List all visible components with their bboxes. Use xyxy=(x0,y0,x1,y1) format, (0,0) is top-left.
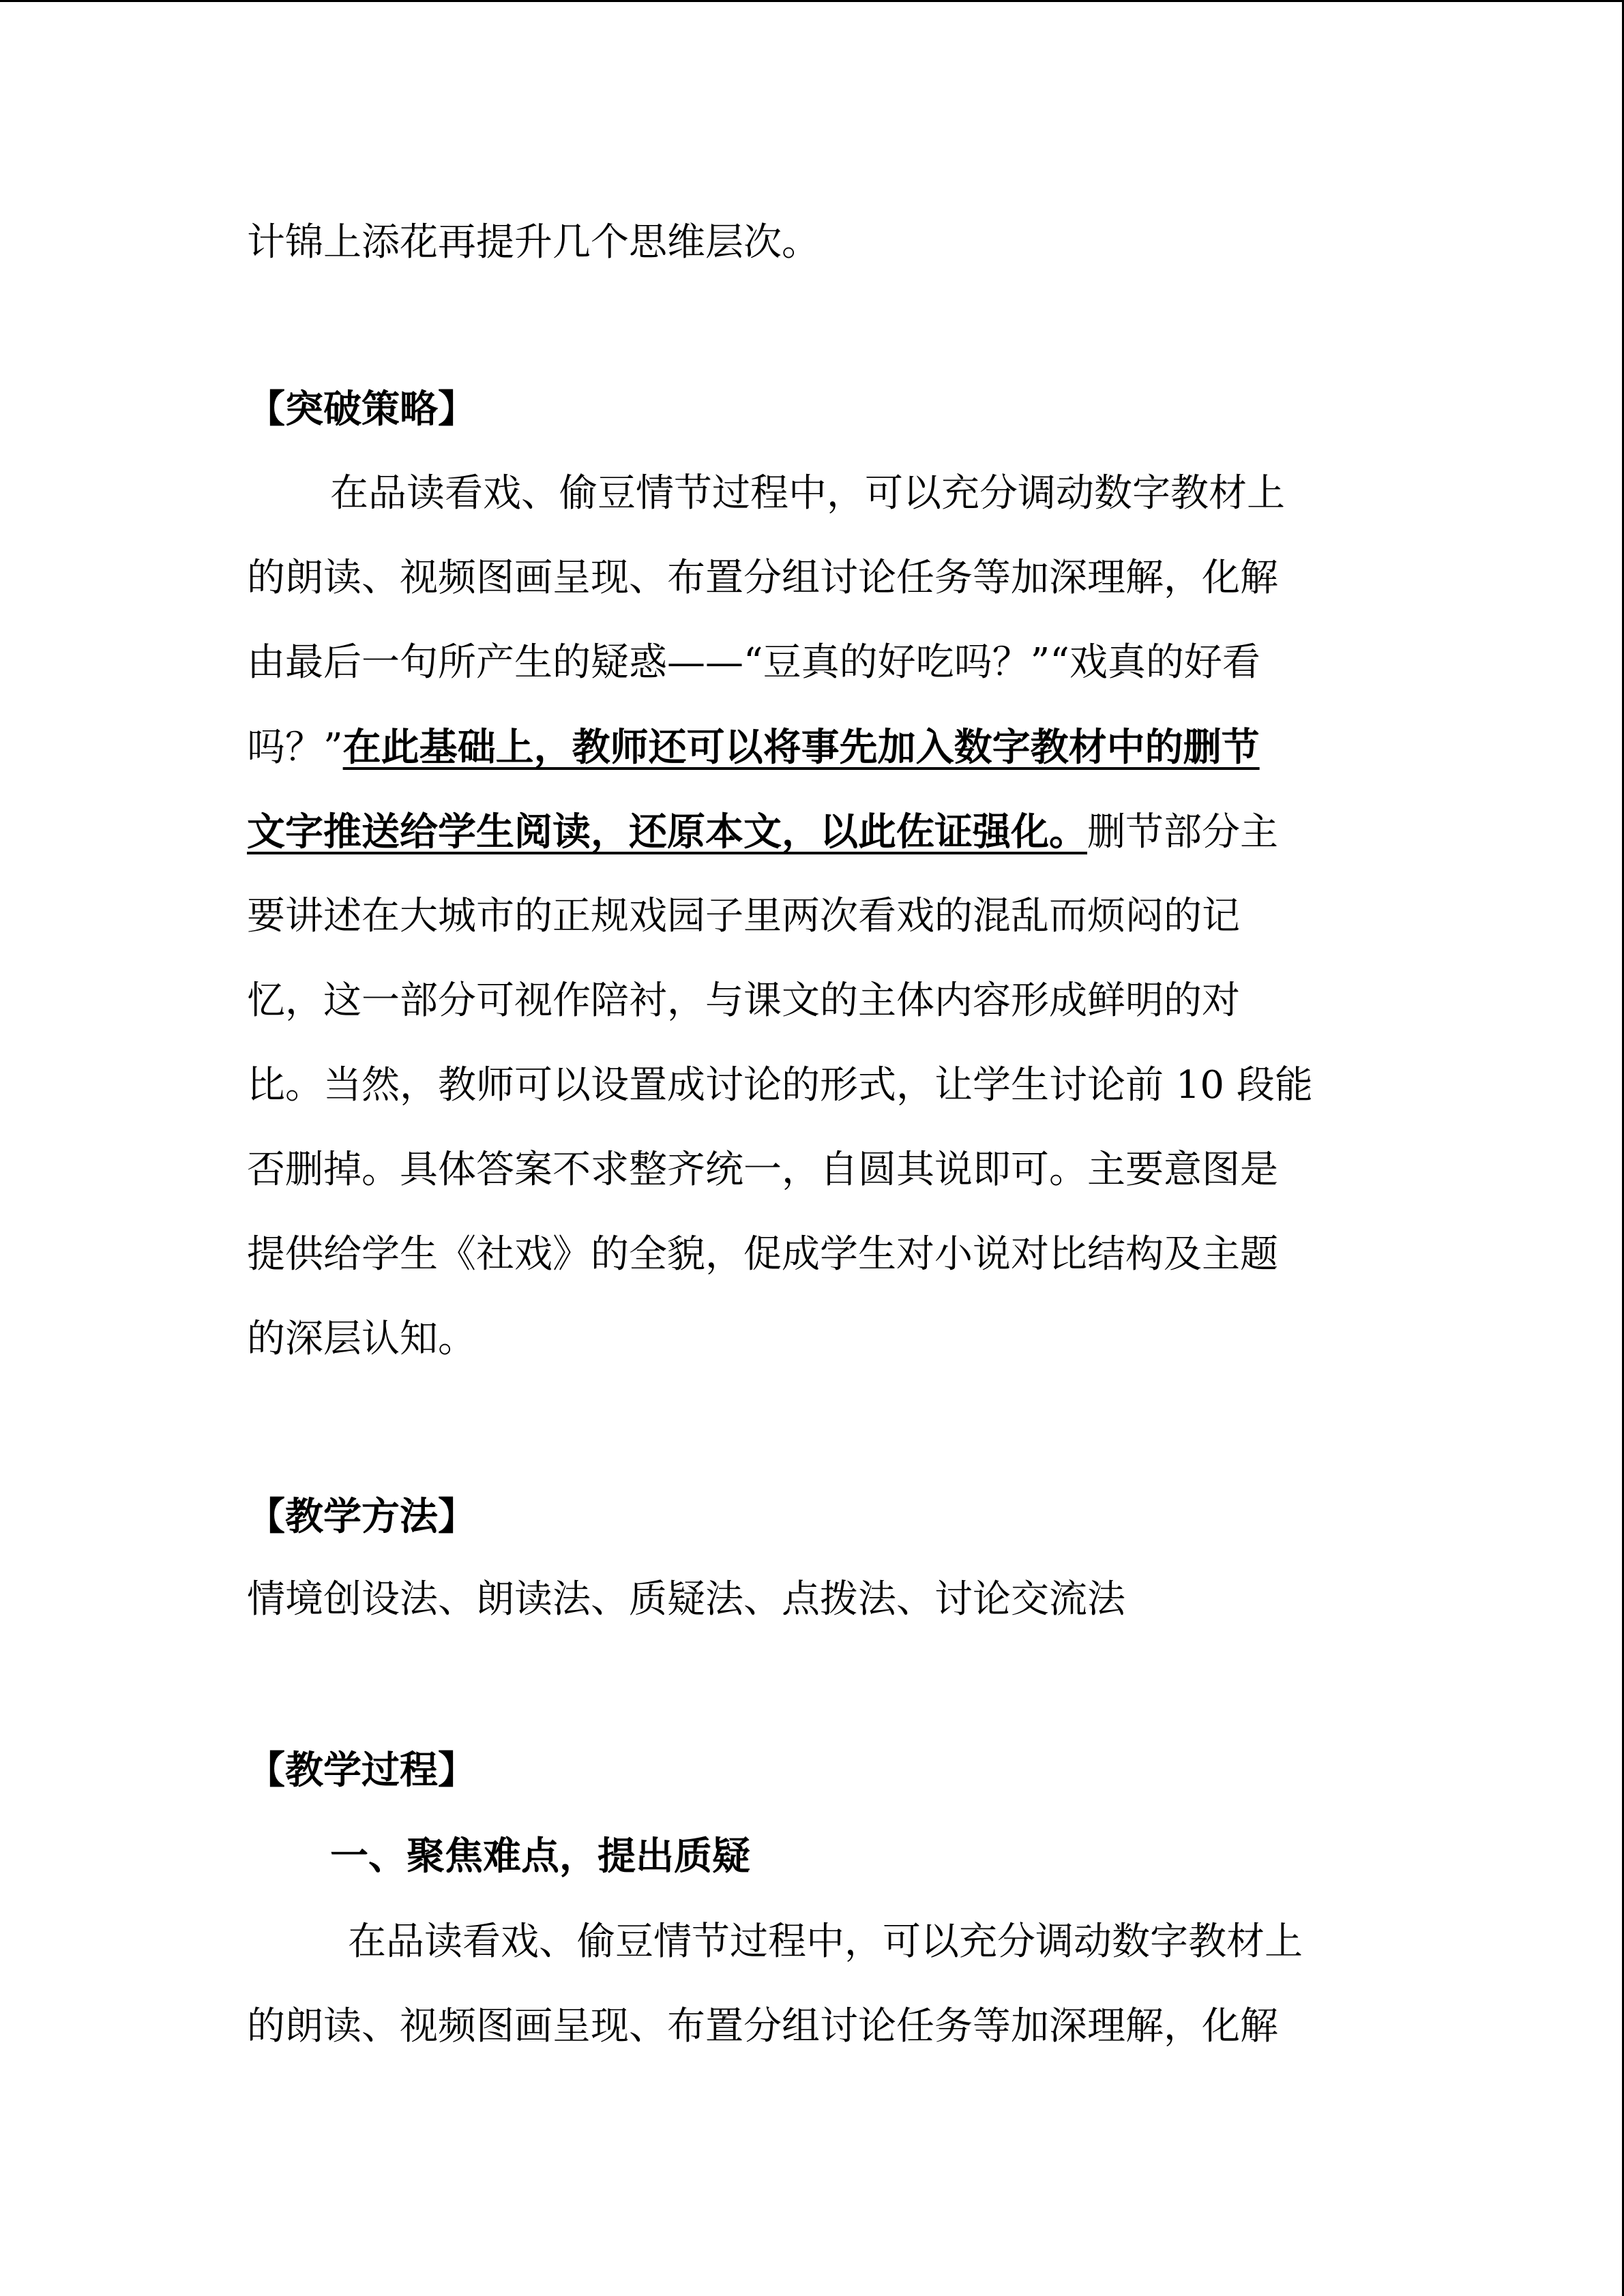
strategy-line-8: 比。当然，教师可以设置成讨论的形式，让学生讨论前 10 段能 xyxy=(247,1063,1313,1107)
strategy-line-9: 否删掉。具体答案不求整齐统一，自圆其说即可。主要意图是 xyxy=(247,1148,1278,1192)
strategy-line-4-plain: 吗？” xyxy=(247,726,343,770)
intro-line: 计锦上添花再提升几个思维层次。 xyxy=(247,220,820,265)
section-heading-strategy: 【突破策略】 xyxy=(247,387,476,432)
process-subheading: 一、聚焦难点，提出质疑 xyxy=(330,1834,750,1879)
strategy-emphasis-part-2: 文字推送给学生阅读，还原本文，以此佐证强化。 xyxy=(247,809,1087,854)
strategy-line-4 xyxy=(247,720,1260,775)
strategy-line-10: 提供给学生《社戏》的全貌，促成学生对小说对比结构及主题 xyxy=(247,1232,1278,1277)
strategy-line-11: 的深层认知。 xyxy=(247,1317,476,1361)
strategy-line-1: 在品读看戏、偷豆情节过程中，可以充分调动数字教材上 xyxy=(330,471,1285,516)
strategy-emphasis-part-1: 在此基础上，教师还可以将事先加入数字教材中的删节 xyxy=(342,725,1260,770)
strategy-line-2: 的朗读、视频图画呈现、布置分组讨论任务等加深理解，化解 xyxy=(247,556,1278,600)
strategy-line-5-plain: 删节部分主 xyxy=(1087,810,1278,854)
methods-text: 情境创设法、朗读法、质疑法、点拨法、讨论交流法 xyxy=(247,1577,1125,1622)
section-heading-methods: 【教学方法】 xyxy=(247,1494,476,1539)
process-line-2: 的朗读、视频图画呈现、布置分组讨论任务等加深理解，化解 xyxy=(247,2004,1278,2048)
strategy-line-7: 忆，这一部分可视作陪衬，与课文的主体内容形成鲜明的对 xyxy=(247,979,1240,1023)
strategy-line-5 xyxy=(247,805,1278,859)
strategy-line-3: 由最后一句所产生的疑惑——“豆真的好吃吗？”“戏真的好看 xyxy=(247,640,1260,685)
strategy-line-6: 要讲述在大城市的正规戏园子里两次看戏的混乱而烦闷的记 xyxy=(247,894,1240,938)
section-heading-process: 【教学过程】 xyxy=(247,1748,476,1793)
process-line-1: 在品读看戏、偷豆情节过程中，可以充分调动数字教材上 xyxy=(348,1920,1303,1964)
